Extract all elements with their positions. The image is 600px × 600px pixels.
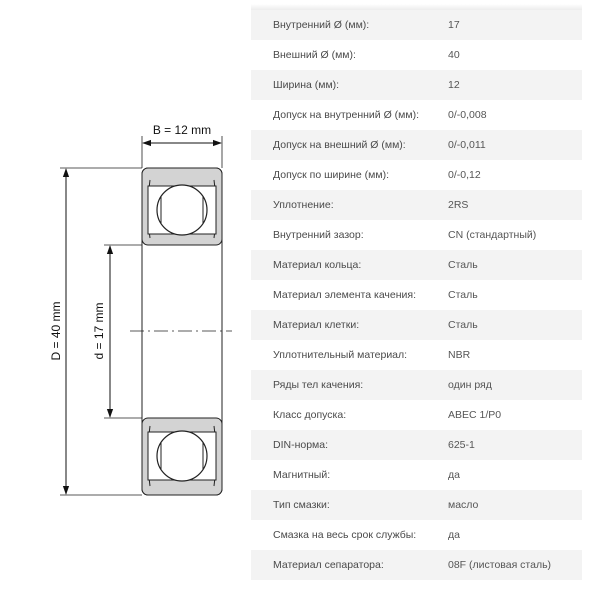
inner-diameter-label: d = 17 mm — [92, 302, 106, 360]
spec-label: Уплотнение: — [273, 199, 334, 211]
spec-label: Смазка на весь срок службы: — [273, 529, 417, 541]
spec-value: 40 — [448, 49, 460, 61]
table-row — [251, 280, 582, 310]
table-row — [251, 10, 582, 40]
rolling-ball — [157, 431, 207, 481]
spec-value: 12 — [448, 79, 460, 91]
table-row — [251, 190, 582, 220]
spec-value: Сталь — [448, 319, 478, 331]
spec-label: Материал сепаратора: — [273, 559, 384, 571]
spec-table-body — [251, 10, 582, 580]
table-row — [251, 130, 582, 160]
table-row — [251, 160, 582, 190]
spec-label: Материал кольца: — [273, 259, 362, 271]
spec-label: Внешний Ø (мм): — [273, 49, 356, 61]
width-label: B = 12 mm — [152, 123, 212, 137]
spec-value: Сталь — [448, 259, 478, 271]
spec-value: ABEC 1/P0 — [448, 409, 502, 421]
spec-label: DIN-норма: — [273, 439, 329, 451]
width-dimension — [142, 123, 222, 168]
spec-value: 0/-0,011 — [448, 139, 486, 151]
spec-table — [251, 10, 582, 580]
spec-value: 0/-0,008 — [448, 109, 487, 121]
spec-value: 0/-0,12 — [448, 169, 481, 181]
table-row — [251, 70, 582, 100]
table-row — [251, 310, 582, 340]
spec-label: Уплотнительный материал: — [273, 349, 408, 361]
table-row — [251, 520, 582, 550]
spec-label: Тип смазки: — [273, 499, 330, 511]
spec-label: Класс допуска: — [273, 409, 347, 421]
table-row — [251, 340, 582, 370]
spec-value: один ряд — [448, 379, 492, 391]
table-row — [251, 370, 582, 400]
spec-label: Ширина (мм): — [273, 79, 340, 91]
table-row — [251, 430, 582, 460]
spec-value: NBR — [448, 349, 471, 361]
spec-label: Допуск на внешний Ø (мм): — [273, 139, 406, 151]
spec-value: масло — [448, 499, 479, 511]
spec-label: Ряды тел качения: — [273, 379, 364, 391]
spec-label: Материал клетки: — [273, 319, 360, 331]
spec-value: 2RS — [448, 199, 469, 211]
spec-value: да — [448, 529, 460, 541]
spec-value: 08F (листовая сталь) — [448, 559, 552, 571]
spec-value: 17 — [448, 19, 460, 31]
outer-diameter-label: D = 40 mm — [49, 301, 63, 361]
table-row — [251, 100, 582, 130]
table-row — [251, 460, 582, 490]
spec-label: Внутренний зазор: — [273, 229, 364, 241]
table-row — [251, 40, 582, 70]
spec-value: 625-1 — [448, 439, 475, 451]
table-row — [251, 220, 582, 250]
spec-label: Магнитный: — [273, 469, 331, 481]
spec-value: да — [448, 469, 460, 481]
bearing-drawing — [0, 0, 250, 600]
spec-value: Сталь — [448, 289, 478, 301]
spec-label: Материал элемента качения: — [273, 289, 417, 301]
bottom-bearing-section — [142, 418, 222, 495]
top-bearing-section — [142, 168, 222, 245]
spec-label: Допуск по ширине (мм): — [273, 169, 389, 181]
table-row — [251, 250, 582, 280]
rolling-ball — [157, 185, 207, 235]
spec-label: Допуск на внутренний Ø (мм): — [273, 109, 419, 121]
inner-diameter-dimension — [92, 245, 142, 418]
spec-value: CN (стандартный) — [448, 229, 537, 241]
table-row — [251, 550, 582, 580]
spec-label: Внутренний Ø (мм): — [273, 19, 370, 31]
table-row — [251, 490, 582, 520]
table-row — [251, 400, 582, 430]
